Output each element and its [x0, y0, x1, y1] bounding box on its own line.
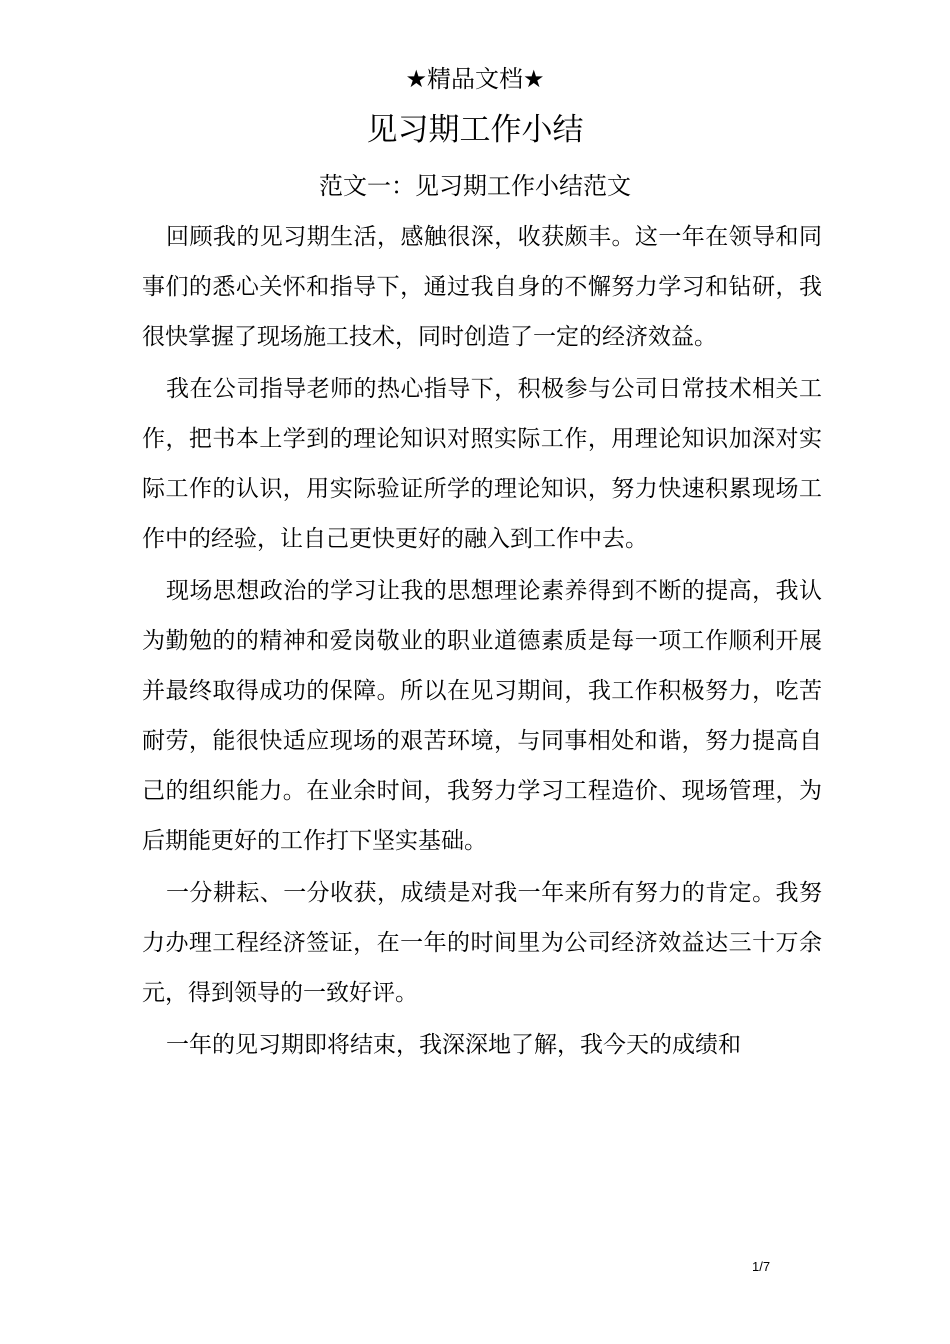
paragraph-4: 一分耕耘、一分收获，成绩是对我一年来所有努力的肯定。我努力办理工程经济签证，在一年的时间里为公司经济效益达三十万余元，得到领导的一致好评。 — [142, 880, 822, 1006]
paragraph-1: 回顾我的见习期生活，感触很深，收获颇丰。这一年在领导和同事们的悉心关怀和指导下，通过我自身的不懈努力学习和钻研，我很快掌握了现场施工技术，同时创造了一定的经济效益。 — [142, 224, 822, 350]
paragraph-5: 一年的见习期即将结束，我深深地了解，我今天的成绩和 — [166, 1032, 741, 1058]
paragraph-3: 现场思想政治的学习让我的思想理论素养得到不断的提高，我认为勤勉的的精神和爱岗敬业的职业道德素质是每一项工作顺利开展并最终取得成功的保障。所以在见习期间，我工作积极努力，吃苦耐劳，能很快适应现场的艰苦环境，与同事相处和谐，努力提高自己的组织能力。在业余时间，我努力学习工程造价、现场管理，为后期能更好的工作打下坚实基础。 — [142, 578, 822, 854]
paragraph-2: 我在公司指导老师的热心指导下，积极参与公司日常技术相关工作，把书本上学到的理论知识对照实际工作，用理论知识加深对实际工作的认识，用实际验证所学的理论知识，努力快速积累现场工作中的经验，让自己更快更好的融入到工作中去。 — [142, 376, 822, 552]
page-number: 1/7 — [752, 1259, 771, 1274]
document-title: 见习期工作小结 — [366, 112, 584, 148]
document-body — [142, 212, 822, 1072]
document-subtitle: 范文一：见习期工作小结范文 — [319, 172, 631, 200]
header-mark: ★精品文档★ — [405, 65, 545, 93]
